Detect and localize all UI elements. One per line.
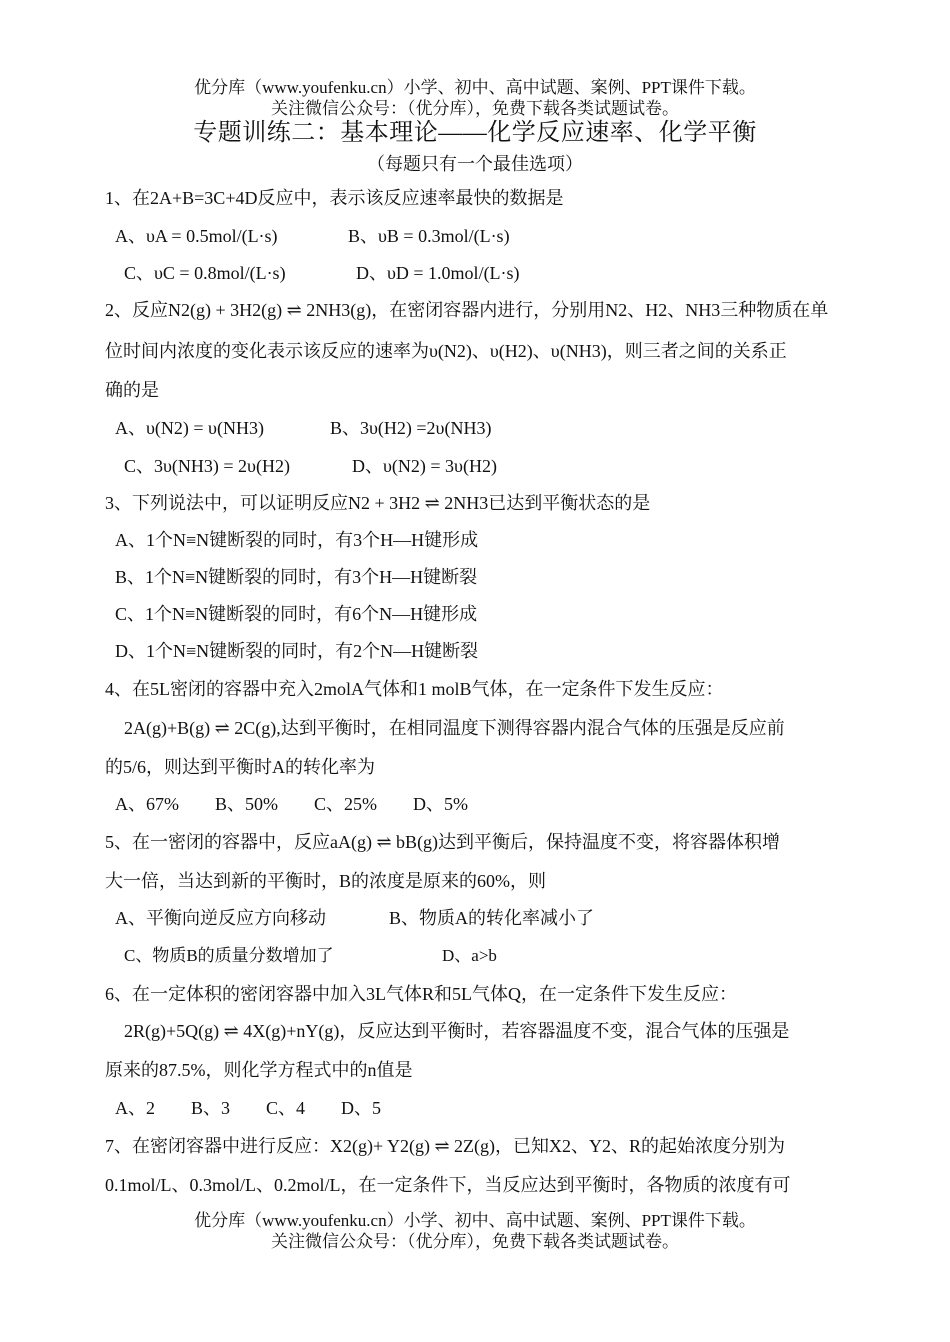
q4-line-1: 4、在5L密闭的容器中充入2molA气体和1 molB气体，在一定条件下发生反应： — [105, 679, 724, 699]
q2-option-a: A、υ(N2) = υ(NH3) — [115, 418, 264, 438]
q1-option-c: C、υC = 0.8mol/(L·s) — [124, 263, 286, 283]
q4-line-2: 2A(g)+B(g) ⇌ 2C(g),达到平衡时，在相同温度下测得容器内混合气体的压强是反应前 — [124, 718, 785, 738]
q1-option-b: B、υB = 0.3mol/(L·s) — [348, 226, 510, 246]
q5-line-1: 5、在一密闭的容器中，反应aA(g) ⇌ bB(g)达到平衡后，保持温度不变，将容器体积增 — [105, 832, 781, 852]
q5-line-2: 大一倍，当达到新的平衡时，B的浓度是原来的60%，则 — [105, 871, 546, 891]
q3-stem: 3、下列说法中，可以证明反应N2 + 3H2 ⇌ 2NH3已达到平衡状态的是 — [105, 493, 651, 513]
q4-options: A、67% B、50% C、25% D、5% — [115, 794, 468, 814]
footer-line-2: 关注微信公众号：（优分库），免费下载各类试题试卷。 — [271, 1232, 679, 1251]
q3-option-a: A、1个N≡N键断裂的同时，有3个H—H键形成 — [115, 530, 479, 550]
q3-option-c: C、1个N≡N键断裂的同时，有6个N—H键形成 — [115, 604, 478, 624]
q7-line-1: 7、在密闭容器中进行反应：X2(g)+ Y2(g) ⇌ 2Z(g)，已知X2、Y2、R的起始浓度分别为 — [105, 1136, 786, 1156]
q2-line-1: 2、反应N2(g) + 3H2(g) ⇌ 2NH3(g)，在密闭容器内进行，分别用N2、H2、NH3三种物质在单 — [105, 300, 829, 320]
header-line-1: 优分库（www.youfenku.cn）小学、初中、高中试题、案例、PPT课件下载。 — [194, 78, 756, 97]
q2-line-3: 确的是 — [105, 380, 159, 400]
q2-line-2: 位时间内浓度的变化表示该反应的速率为υ(N2)、υ(H2)、υ(NH3)，则三者之间的关系正 — [105, 341, 787, 361]
q2-option-b: B、3υ(H2) =2υ(NH3) — [330, 418, 492, 438]
q3-option-b: B、1个N≡N键断裂的同时，有3个H—H键断裂 — [115, 567, 478, 587]
q7-line-2: 0.1mol/L、0.3mol/L、0.2mol/L，在一定条件下，当反应达到平衡时，各物质的浓度有可 — [105, 1175, 791, 1195]
page-title: 专题训练二：基本理论——化学反应速率、化学平衡 — [193, 120, 757, 146]
q1-stem: 1、在2A+B=3C+4D反应中，表示该反应速率最快的数据是 — [105, 188, 564, 208]
q2-option-c: C、3υ(NH3) = 2υ(H2) — [124, 456, 290, 476]
q4-line-3: 的5/6，则达到平衡时A的转化率为 — [105, 757, 375, 777]
q3-option-d: D、1个N≡N键断裂的同时，有2个N—H键断裂 — [115, 641, 479, 661]
q5-option-b: B、物质A的转化率减小了 — [389, 908, 595, 928]
q2-option-d: D、υ(N2) = 3υ(H2) — [352, 456, 497, 476]
page-subtitle: （每题只有一个最佳选项） — [367, 154, 583, 174]
q6-options: A、2 B、3 C、4 D、5 — [115, 1098, 382, 1118]
header-line-2: 关注微信公众号：（优分库），免费下载各类试题试卷。 — [271, 99, 679, 118]
q5-option-c: C、物质B的质量分数增加了 — [124, 946, 334, 965]
q6-line-1: 6、在一定体积的密闭容器中加入3L气体R和5L气体Q，在一定条件下发生反应： — [105, 984, 737, 1004]
footer-line-1: 优分库（www.youfenku.cn）小学、初中、高中试题、案例、PPT课件下载。 — [194, 1211, 756, 1230]
q5-option-a: A、平衡向逆反应方向移动 — [115, 908, 326, 928]
q1-option-a: A、υA = 0.5mol/(L·s) — [115, 226, 278, 246]
q1-option-d: D、υD = 1.0mol/(L·s) — [356, 263, 520, 283]
q5-option-d: D、a>b — [442, 946, 497, 965]
q6-line-3: 原来的87.5%，则化学方程式中的n值是 — [105, 1060, 413, 1080]
q6-line-2: 2R(g)+5Q(g) ⇌ 4X(g)+nY(g)，反应达到平衡时，若容器温度不变，混合气体的压强是 — [124, 1021, 790, 1041]
